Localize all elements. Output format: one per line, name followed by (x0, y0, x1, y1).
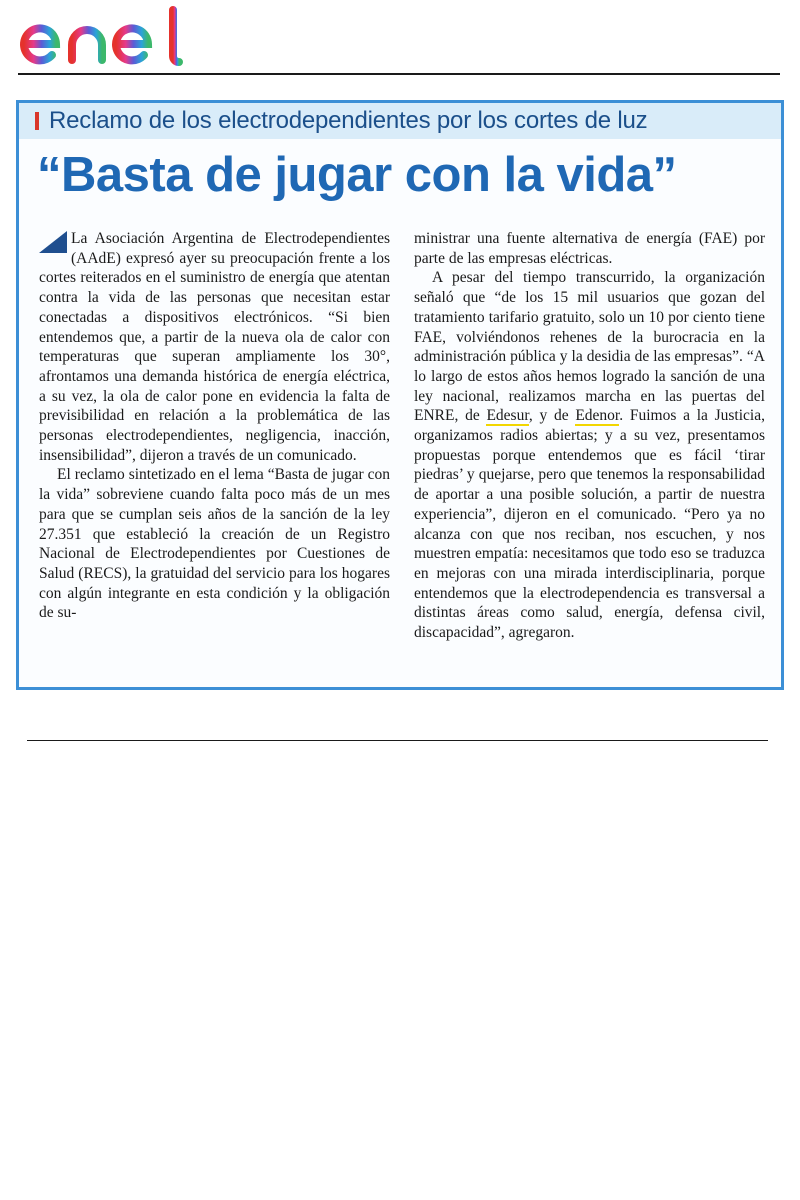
paragraph: ministrar una fuente alternativa de energía (FAE) por parte de las empresas eléctricas. (414, 230, 765, 267)
paragraph-text: . Fuimos a la Justicia, organizamos radios abiertas; y a su vez, presentamos propuestas porque entendemos que es fácil ‘tirar piedras’ y quejarse, pero que tenemos la responsabilidad de aportar a una posible solución, a partir de nuestra experiencia”, dijeron en el comunicado. “Pero ya no alcanza con que nos reciban, nos escuchen, y nos muestren empatía: necesitamos que todo eso se traduzca en mejoras con una mirada interdisciplinaria, porque entendemos que la electrodependencia es transversal a distintas áreas como salud, energía, defensa civil, discapacidad”, agregaron. (414, 407, 765, 642)
enel-logo (16, 4, 186, 68)
top-divider (18, 73, 780, 75)
article-column-left (39, 229, 390, 689)
paragraph (39, 229, 390, 465)
paragraph-text: La Asociación Argentina de Electrodependientes (AAdE) expresó ayer su preocupación frente a los cortes reiterados en el suministro de energía que atentan contra la vida de las personas que necesitan estar conectadas a dispositivos electrónicos. “Si bien entendemos que, a partir de la nueva ola de calor con temperaturas que superan ampliamente los 30°, afrontamos una demanda histórica de energía eléctrica, a su vez, la ola de calor pone en evidencia la falta de previsibilidad en relación a la problemática de las personas electrodependientes, negligencia, inacción, insensibilidad”, dijeron a través de un comunicado. (39, 230, 390, 464)
paragraph-text: , y de (528, 407, 576, 425)
section-header-bar (19, 103, 781, 139)
article-column-right (414, 229, 765, 689)
highlight-edenor: Edenor (575, 407, 620, 425)
paragraph (414, 268, 765, 642)
highlight-edesur: Edesur (486, 407, 529, 425)
bottom-divider (27, 740, 768, 741)
news-clipping (16, 100, 784, 690)
paragraph: El reclamo sintetizado en el lema “Basta de jugar con la vida” sobreviene cuando falta poco más de un mes para que se cumplan seis años de la sanción de la ley 27.351 que estableció la creación de un Registro Nacional de Electrodependientes por Cuestiones de Salud (RECS), la gratuidad del servicio para los hogares con algún integrante en esta condición y la obligación de su- (39, 466, 390, 622)
paragraph-text: A pesar del tiempo transcurrido, la organización señaló que “de los 15 mil usuarios que gozan del tratamiento tarifario gratuito, solo un 10 por ciento tiene FAE, volviéndonos rehenes de la burocracia en la administración pública y la desidia de las empresas”. “A lo largo de estos años hemos logrado la sanción de una ley nacional, realizamos marcha en las puertas del ENRE, de (414, 269, 765, 425)
section-marker (35, 112, 39, 130)
drop-mark-icon (39, 231, 67, 253)
headline: “Basta de jugar con la vida” (37, 148, 677, 202)
section-title: Reclamo de los electrodependientes por los cortes de luz (49, 107, 648, 134)
